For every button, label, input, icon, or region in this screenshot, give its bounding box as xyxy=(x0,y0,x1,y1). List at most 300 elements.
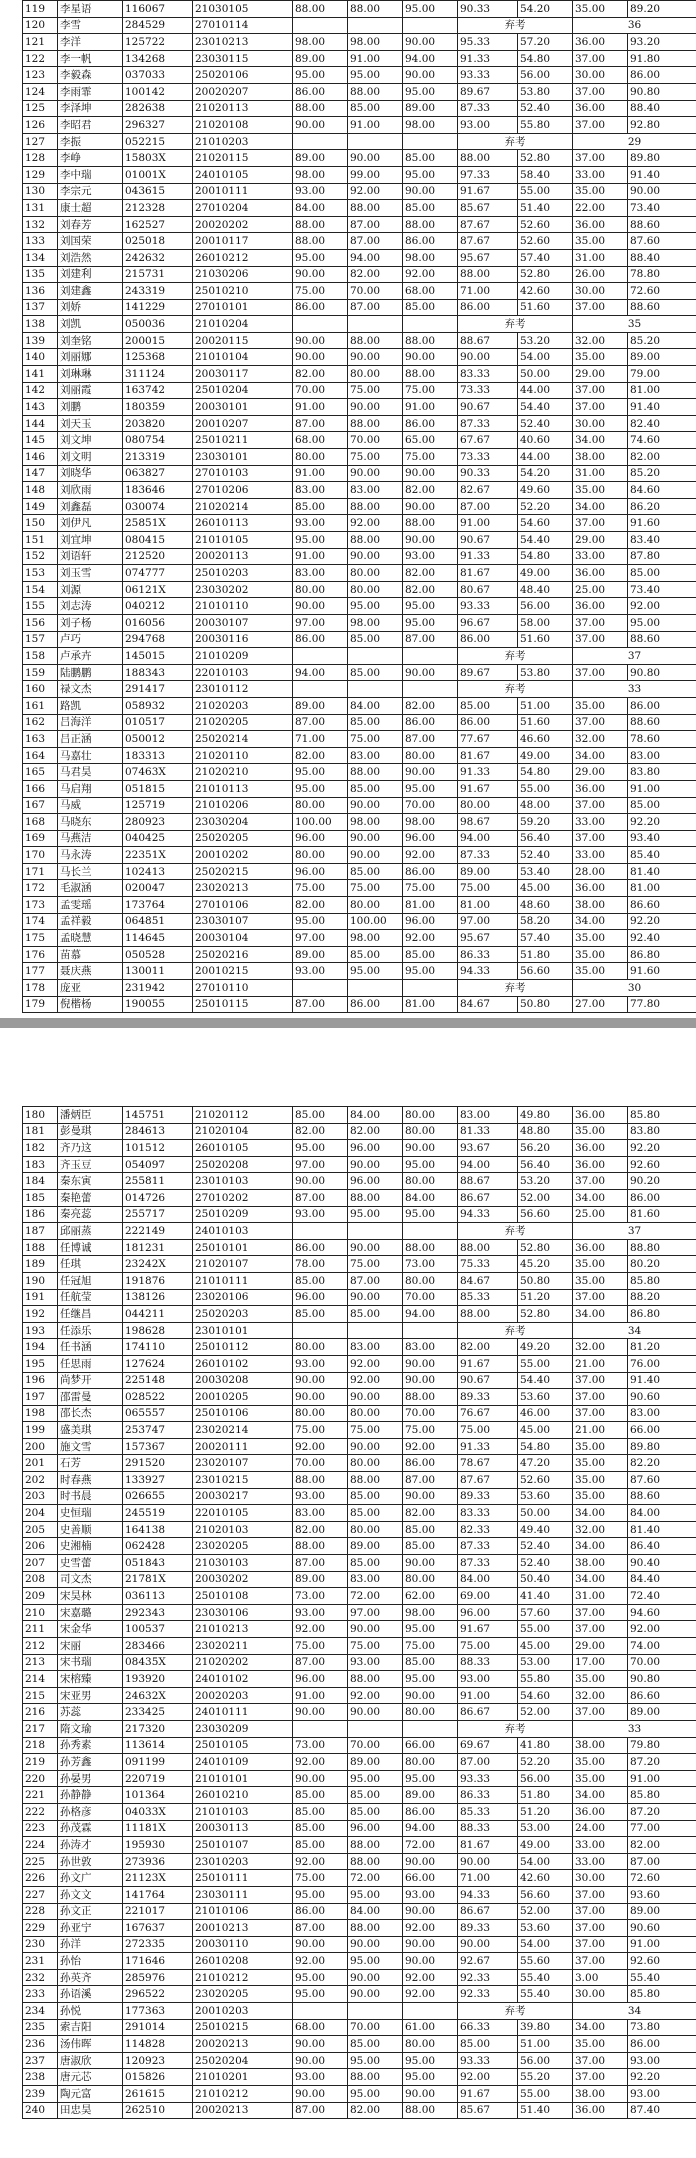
id-cell: 028522 xyxy=(123,1389,193,1406)
avg-cell: 73.33 xyxy=(458,449,518,466)
interview-cell: 37.00 xyxy=(573,1704,628,1721)
score2-cell: 97.00 xyxy=(348,1604,403,1621)
score2-cell: 75.00 xyxy=(348,382,403,399)
name-cell: 邵雷曼 xyxy=(58,1389,123,1406)
interview-cell: 35.00 xyxy=(573,2036,628,2053)
id-cell: 062428 xyxy=(123,1538,193,1555)
score1-cell: 87.00 xyxy=(293,1654,348,1671)
score3-cell: 95.00 xyxy=(403,1,458,18)
score2-cell: 92.00 xyxy=(348,183,403,200)
table-row xyxy=(23,697,696,714)
score2-cell: 90.00 xyxy=(348,1621,403,1638)
score1-cell: 85.00 xyxy=(293,1306,348,1323)
score3-cell: 85.00 xyxy=(403,299,458,316)
absent-label: 弃考 xyxy=(458,316,573,333)
weighted-cell: 55.40 xyxy=(518,1969,573,1986)
total-cell: 86.00 xyxy=(628,67,696,84)
score2-cell: 90.00 xyxy=(348,1389,403,1406)
score3-cell: 90.00 xyxy=(403,1555,458,1572)
avg-cell: 88.00 xyxy=(458,1239,518,1256)
table-row xyxy=(23,266,696,283)
avg-cell: 80.00 xyxy=(458,797,518,814)
score2-cell: 90.00 xyxy=(348,1704,403,1721)
table-row xyxy=(23,17,696,34)
total-cell: 92.00 xyxy=(628,1621,696,1638)
exam-no-cell: 20010203 xyxy=(193,2003,293,2020)
weighted-cell: 52.60 xyxy=(518,233,573,250)
id-cell: 157367 xyxy=(123,1438,193,1455)
seq-cell: 210 xyxy=(23,1604,58,1621)
total-cell: 89.00 xyxy=(628,1704,696,1721)
id-cell: 125722 xyxy=(123,34,193,51)
score3-cell: 98.00 xyxy=(403,249,458,266)
score3-cell: 90.00 xyxy=(403,183,458,200)
id-cell: 11181X xyxy=(123,1820,193,1837)
avg-cell: 86.67 xyxy=(458,1704,518,1721)
exam-no-cell: 21020115 xyxy=(193,150,293,167)
score2-cell: 85.00 xyxy=(348,714,403,731)
seq-cell: 212 xyxy=(23,1638,58,1655)
absent-label: 弃考 xyxy=(458,681,573,698)
score3-cell: 82.00 xyxy=(403,581,458,598)
weighted-cell: 54.80 xyxy=(518,764,573,781)
avg-cell: 90.00 xyxy=(458,349,518,366)
weighted-cell: 54.80 xyxy=(518,548,573,565)
name-cell: 孙亚宁 xyxy=(58,1920,123,1937)
score2-cell: 95.00 xyxy=(348,598,403,615)
name-cell: 吕海洋 xyxy=(58,714,123,731)
table-row xyxy=(23,814,696,831)
name-cell: 李振 xyxy=(58,133,123,150)
id-cell: 114645 xyxy=(123,930,193,947)
score2-cell: 95.00 xyxy=(348,67,403,84)
table-row xyxy=(23,863,696,880)
weighted-cell: 55.00 xyxy=(518,780,573,797)
name-cell: 刘欣雨 xyxy=(58,482,123,499)
total-cell: 94.60 xyxy=(628,1604,696,1621)
total-cell: 93.20 xyxy=(628,34,696,51)
id-cell: 050036 xyxy=(123,316,193,333)
name-cell: 李宗元 xyxy=(58,183,123,200)
table-row xyxy=(23,1405,696,1422)
score3-cell: 86.00 xyxy=(403,1455,458,1472)
seq-cell: 162 xyxy=(23,714,58,731)
avg-cell: 90.33 xyxy=(458,1,518,18)
score1-cell: 68.00 xyxy=(293,2019,348,2036)
id-cell: 291014 xyxy=(123,2019,193,2036)
interview-cell: 21.00 xyxy=(573,1422,628,1439)
weighted-cell: 55.00 xyxy=(518,2086,573,2103)
score3-cell: 86.00 xyxy=(403,1803,458,1820)
seq-cell: 230 xyxy=(23,1936,58,1953)
score1-cell: 92.00 xyxy=(293,1853,348,1870)
name-cell: 禄文杰 xyxy=(58,681,123,698)
total-cell: 92.20 xyxy=(628,1140,696,1157)
score1-cell: 95.00 xyxy=(293,67,348,84)
score1-cell: 90.00 xyxy=(293,332,348,349)
weighted-cell: 52.80 xyxy=(518,1239,573,1256)
id-cell: 07463X xyxy=(123,764,193,781)
name-cell: 李中瑞 xyxy=(58,166,123,183)
interview-cell: 37.00 xyxy=(573,515,628,532)
score3-cell: 73.00 xyxy=(403,1256,458,1273)
score2-cell: 87.00 xyxy=(348,216,403,233)
interview-cell: 37.00 xyxy=(573,631,628,648)
id-cell: 08435X xyxy=(123,1654,193,1671)
exam-no-cell: 20010111 xyxy=(193,183,293,200)
weighted-cell: 46.00 xyxy=(518,1405,573,1422)
weighted-cell: 41.40 xyxy=(518,1588,573,1605)
avg-cell: 87.33 xyxy=(458,1555,518,1572)
id-cell: 253747 xyxy=(123,1422,193,1439)
interview-cell: 29.00 xyxy=(573,532,628,549)
exam-no-cell: 24010103 xyxy=(193,1223,293,1240)
table-row xyxy=(23,1903,696,1920)
id-cell: 120923 xyxy=(123,2052,193,2069)
score2-cell: 80.00 xyxy=(348,1405,403,1422)
id-cell: 231942 xyxy=(123,980,193,997)
score1-cell: 90.00 xyxy=(293,349,348,366)
id-cell: 051815 xyxy=(123,780,193,797)
score1-cell: 75.00 xyxy=(293,880,348,897)
score3-cell: 85.00 xyxy=(403,150,458,167)
name-cell: 陶元富 xyxy=(58,2086,123,2103)
score2-cell: 92.00 xyxy=(348,1355,403,1372)
seq-cell: 163 xyxy=(23,731,58,748)
table-row xyxy=(23,1140,696,1157)
weighted-cell: 51.20 xyxy=(518,1803,573,1820)
exam-no-cell: 23020205 xyxy=(193,1538,293,1555)
score2-cell: 84.00 xyxy=(348,1107,403,1124)
table-row xyxy=(23,648,696,665)
page-lower xyxy=(0,1080,696,2158)
total-cell: 79.00 xyxy=(628,366,696,383)
interview-cell: 35.00 xyxy=(573,1438,628,1455)
id-cell: 183313 xyxy=(123,747,193,764)
weighted-cell: 52.00 xyxy=(518,1704,573,1721)
score1-cell: 89.00 xyxy=(293,1571,348,1588)
total-cell: 89.80 xyxy=(628,150,696,167)
interview-cell: 29.00 xyxy=(573,764,628,781)
id-cell: 116067 xyxy=(123,1,193,18)
score1-cell: 97.00 xyxy=(293,1156,348,1173)
exam-no-cell: 27010206 xyxy=(193,482,293,499)
weighted-cell: 58.20 xyxy=(518,913,573,930)
interview-cell: 33.00 xyxy=(573,814,628,831)
exam-no-cell: 25020215 xyxy=(193,863,293,880)
score2-cell: 83.00 xyxy=(348,482,403,499)
name-cell: 刘娇 xyxy=(58,299,123,316)
table-row xyxy=(23,1306,696,1323)
total-cell: 87.20 xyxy=(628,1803,696,1820)
weighted-cell: 39.80 xyxy=(518,2019,573,2036)
table-row xyxy=(23,1256,696,1273)
table-row xyxy=(23,1107,696,1124)
total-cell: 89.00 xyxy=(628,1903,696,1920)
name-cell: 刘浩然 xyxy=(58,249,123,266)
interview-cell: 37.00 xyxy=(573,2052,628,2069)
id-cell: 127624 xyxy=(123,1355,193,1372)
avg-cell: 97.33 xyxy=(458,166,518,183)
total-cell: 81.20 xyxy=(628,1339,696,1356)
score3-cell xyxy=(403,133,458,150)
id-cell: 215731 xyxy=(123,266,193,283)
name-cell: 孙洋 xyxy=(58,1936,123,1953)
total-cell: 92.20 xyxy=(628,913,696,930)
avg-cell: 87.33 xyxy=(458,100,518,117)
exam-no-cell: 21020110 xyxy=(193,747,293,764)
interview-cell: 29.00 xyxy=(573,1638,628,1655)
score1-cell: 87.00 xyxy=(293,714,348,731)
score2-cell: 95.00 xyxy=(348,963,403,980)
seq-cell: 226 xyxy=(23,1870,58,1887)
weighted-cell: 53.00 xyxy=(518,1820,573,1837)
weighted-cell: 52.20 xyxy=(518,1754,573,1771)
weighted-cell: 51.40 xyxy=(518,2102,573,2119)
interview-cell: 34.00 xyxy=(573,1538,628,1555)
interview-cell: 35.00 xyxy=(573,1488,628,1505)
score1-cell: 93.00 xyxy=(293,1355,348,1372)
weighted-cell: 48.60 xyxy=(518,897,573,914)
seq-cell: 177 xyxy=(23,963,58,980)
table-row xyxy=(23,1239,696,1256)
table-row xyxy=(23,1820,696,1837)
score3-cell: 66.00 xyxy=(403,1870,458,1887)
score3-cell: 82.00 xyxy=(403,1505,458,1522)
interview-cell: 36.00 xyxy=(573,1107,628,1124)
table-row xyxy=(23,183,696,200)
avg-cell: 90.67 xyxy=(458,532,518,549)
seq-cell: 121 xyxy=(23,34,58,51)
score1-cell: 73.00 xyxy=(293,1588,348,1605)
score3-cell: 95.00 xyxy=(403,2052,458,2069)
name-cell: 马燕洁 xyxy=(58,830,123,847)
exam-no-cell: 21020214 xyxy=(193,498,293,515)
interview-cell: 34.00 xyxy=(573,1306,628,1323)
score3-cell: 92.00 xyxy=(403,1969,458,1986)
seq-cell: 165 xyxy=(23,764,58,781)
table-row xyxy=(23,1505,696,1522)
interview-cell: 37.00 xyxy=(573,2069,628,2086)
table-row xyxy=(23,432,696,449)
interview-cell: 36.00 xyxy=(573,598,628,615)
score3-cell: 90.00 xyxy=(403,764,458,781)
weighted-cell: 55.40 xyxy=(518,1986,573,2003)
weighted-cell: 40.60 xyxy=(518,432,573,449)
interview-cell: 38.00 xyxy=(573,1555,628,1572)
score2-cell xyxy=(348,681,403,698)
exam-no-cell: 25020214 xyxy=(193,731,293,748)
table-row xyxy=(23,2086,696,2103)
interview-cell: 36.00 xyxy=(573,34,628,51)
interview-cell: 33.00 xyxy=(573,1853,628,1870)
score1-cell: 96.00 xyxy=(293,1671,348,1688)
name-cell: 尚梦开 xyxy=(58,1372,123,1389)
seq-cell: 191 xyxy=(23,1289,58,1306)
avg-cell: 91.67 xyxy=(458,2086,518,2103)
exam-no-cell: 20030116 xyxy=(193,631,293,648)
exam-no-cell: 20030104 xyxy=(193,930,293,947)
id-cell: 043615 xyxy=(123,183,193,200)
score2-cell: 96.00 xyxy=(348,1820,403,1837)
exam-no-cell: 21010206 xyxy=(193,797,293,814)
exam-no-cell: 21010113 xyxy=(193,780,293,797)
weighted-cell: 55.80 xyxy=(518,117,573,134)
avg-cell: 87.33 xyxy=(458,415,518,432)
table-row xyxy=(23,1289,696,1306)
score3-cell: 90.00 xyxy=(403,34,458,51)
score3-cell: 88.00 xyxy=(403,366,458,383)
name-cell: 聂庆燕 xyxy=(58,963,123,980)
table-row xyxy=(23,1173,696,1190)
name-cell: 庞亚 xyxy=(58,980,123,997)
table-row xyxy=(23,1189,696,1206)
exam-no-cell: 26010212 xyxy=(193,249,293,266)
name-cell: 任冠旭 xyxy=(58,1272,123,1289)
score3-cell: 75.00 xyxy=(403,880,458,897)
id-cell: 203820 xyxy=(123,415,193,432)
table-row xyxy=(23,1654,696,1671)
id-cell: 036113 xyxy=(123,1588,193,1605)
interview-cell: 31.00 xyxy=(573,1588,628,1605)
table-row xyxy=(23,498,696,515)
seq-cell: 148 xyxy=(23,482,58,499)
id-cell: 24632X xyxy=(123,1687,193,1704)
score2-cell: 88.00 xyxy=(348,1920,403,1937)
seq-cell: 176 xyxy=(23,946,58,963)
interview-cell: 32.00 xyxy=(573,1687,628,1704)
name-cell: 秦艳蕾 xyxy=(58,1189,123,1206)
score2-cell xyxy=(348,1322,403,1339)
score1-cell: 82.00 xyxy=(293,747,348,764)
weighted-cell: 56.40 xyxy=(518,1156,573,1173)
table-row xyxy=(23,1770,696,1787)
name-cell: 时书晨 xyxy=(58,1488,123,1505)
name-cell: 刘春芳 xyxy=(58,216,123,233)
id-cell: 282638 xyxy=(123,100,193,117)
score3-cell: 90.00 xyxy=(403,498,458,515)
total-cell: 89.00 xyxy=(628,349,696,366)
score1-cell: 87.00 xyxy=(293,996,348,1013)
avg-cell: 92.33 xyxy=(458,1969,518,1986)
seq-cell: 234 xyxy=(23,2003,58,2020)
name-cell: 索吉阳 xyxy=(58,2019,123,2036)
interview-cell: 35.00 xyxy=(573,1770,628,1787)
exam-no-cell: 25020203 xyxy=(193,1306,293,1323)
id-cell: 058932 xyxy=(123,697,193,714)
seq-cell: 167 xyxy=(23,797,58,814)
total-cell: 90.80 xyxy=(628,83,696,100)
interview-cell: 30.00 xyxy=(573,1870,628,1887)
seq-cell: 122 xyxy=(23,50,58,67)
avg-cell: 84.67 xyxy=(458,1272,518,1289)
score3-cell: 98.00 xyxy=(403,814,458,831)
total-cell: 81.00 xyxy=(628,382,696,399)
score3-cell: 90.00 xyxy=(403,1953,458,1970)
name-cell: 马君昊 xyxy=(58,764,123,781)
score3-cell: 98.00 xyxy=(403,117,458,134)
seq-cell: 216 xyxy=(23,1704,58,1721)
score1-cell: 96.00 xyxy=(293,863,348,880)
weighted-cell: 54.40 xyxy=(518,1372,573,1389)
exam-no-cell: 21030103 xyxy=(193,1555,293,1572)
avg-cell: 83.33 xyxy=(458,366,518,383)
seq-cell: 132 xyxy=(23,216,58,233)
seq-cell: 154 xyxy=(23,581,58,598)
name-cell: 孙悦 xyxy=(58,2003,123,2020)
name-cell: 孙文正 xyxy=(58,1903,123,1920)
seq-cell: 138 xyxy=(23,316,58,333)
score2-cell: 93.00 xyxy=(348,1654,403,1671)
interview-cell: 37.00 xyxy=(573,1372,628,1389)
id-cell: 233425 xyxy=(123,1704,193,1721)
seq-cell: 201 xyxy=(23,1455,58,1472)
score1-cell: 70.00 xyxy=(293,1455,348,1472)
score3-cell: 92.00 xyxy=(403,266,458,283)
score1-cell: 92.00 xyxy=(293,1438,348,1455)
score2-cell: 88.00 xyxy=(348,2069,403,2086)
seq-cell: 200 xyxy=(23,1438,58,1455)
name-cell: 史恒瑞 xyxy=(58,1505,123,1522)
avg-cell: 90.33 xyxy=(458,465,518,482)
total-cell: 85.20 xyxy=(628,332,696,349)
seq-cell: 155 xyxy=(23,598,58,615)
score1-cell: 90.00 xyxy=(293,1770,348,1787)
interview-cell: 35.00 xyxy=(573,697,628,714)
total-cell: 84.60 xyxy=(628,482,696,499)
weighted-cell: 53.80 xyxy=(518,83,573,100)
score3-cell: 93.00 xyxy=(403,1886,458,1903)
weighted-cell: 54.40 xyxy=(518,532,573,549)
seq-cell: 156 xyxy=(23,614,58,631)
seq-cell: 179 xyxy=(23,996,58,1013)
name-cell: 李毅森 xyxy=(58,67,123,84)
score2-cell xyxy=(348,648,403,665)
table-row xyxy=(23,465,696,482)
seq-cell: 227 xyxy=(23,1886,58,1903)
table-row xyxy=(23,1986,696,2003)
score1-cell: 89.00 xyxy=(293,50,348,67)
avg-cell: 91.00 xyxy=(458,515,518,532)
total-cell: 86.00 xyxy=(628,1189,696,1206)
id-cell: 06121X xyxy=(123,581,193,598)
score1-cell: 100.00 xyxy=(293,814,348,831)
exam-no-cell: 24010102 xyxy=(193,1671,293,1688)
table-row xyxy=(23,532,696,549)
avg-cell: 82.00 xyxy=(458,1339,518,1356)
score1-cell: 90.00 xyxy=(293,1936,348,1953)
exam-no-cell: 21020107 xyxy=(193,1256,293,1273)
table-row xyxy=(23,2003,696,2020)
score1-cell: 95.00 xyxy=(293,764,348,781)
weighted-cell: 54.60 xyxy=(518,515,573,532)
seq-cell: 180 xyxy=(23,1107,58,1124)
id-cell: 193920 xyxy=(123,1671,193,1688)
score3-cell xyxy=(403,1720,458,1737)
score1-cell: 95.00 xyxy=(293,1969,348,1986)
weighted-cell: 48.80 xyxy=(518,1123,573,1140)
table-row xyxy=(23,1737,696,1754)
interview-cell: 37.00 xyxy=(573,1604,628,1621)
table-row xyxy=(23,714,696,731)
score1-cell: 95.00 xyxy=(293,913,348,930)
score2-cell xyxy=(348,1720,403,1737)
total-cell: 92.20 xyxy=(628,2069,696,2086)
id-cell: 130011 xyxy=(123,963,193,980)
interview-cell: 32.00 xyxy=(573,332,628,349)
score1-cell xyxy=(293,2003,348,2020)
score3-cell: 80.00 xyxy=(403,1123,458,1140)
